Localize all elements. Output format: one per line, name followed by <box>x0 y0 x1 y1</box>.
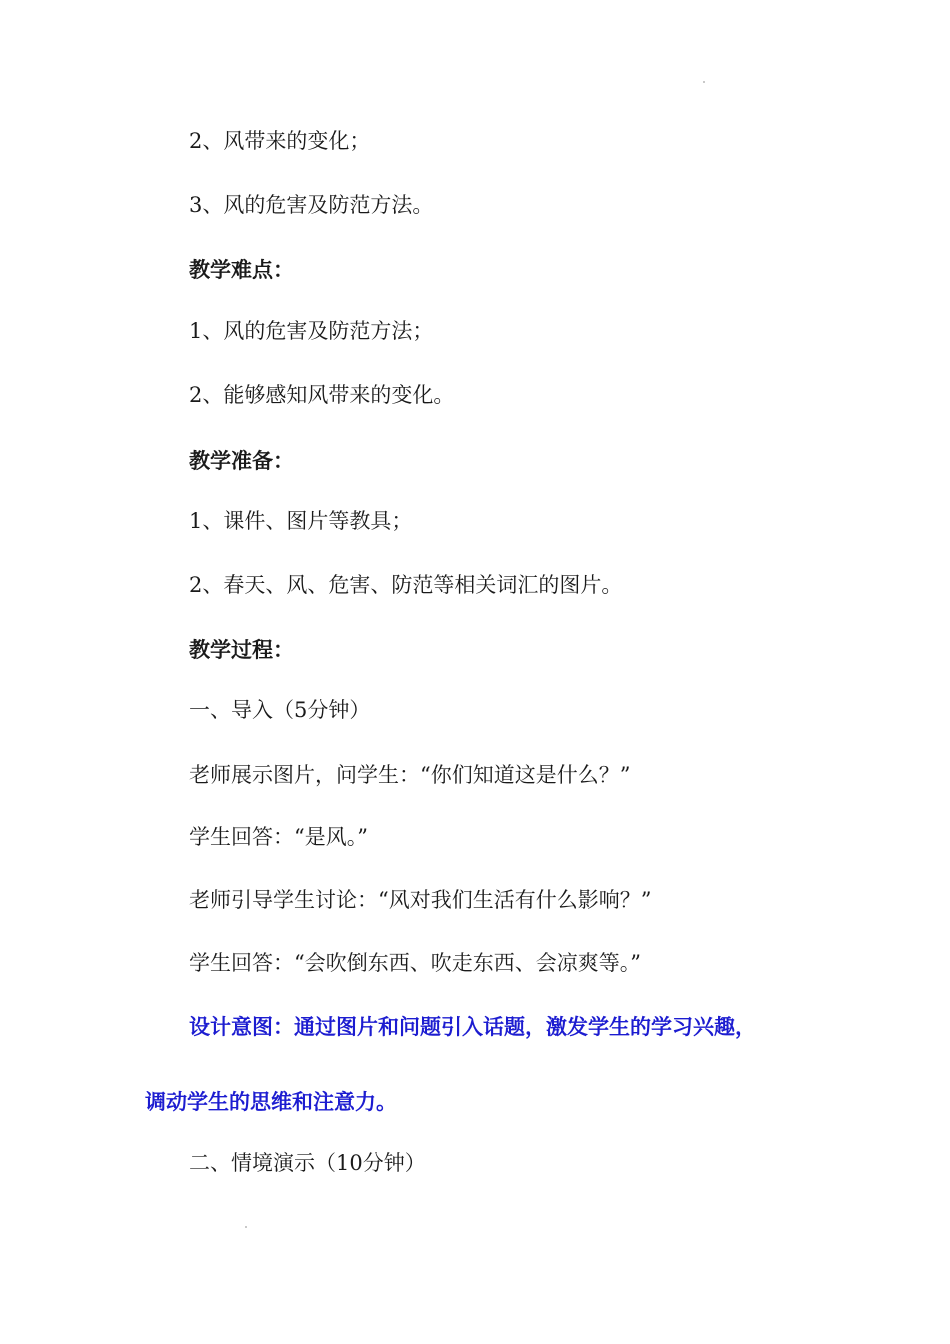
difficulty-item-1: 1、风的危害及防范方法； <box>189 319 434 343</box>
preparation-heading: 教学准备： <box>189 449 294 473</box>
section-1-title: 一、导入（5分钟） <box>189 698 371 722</box>
teacher-guides-line: 老师引导学生讨论：“风对我们生活有什么影响？” <box>189 888 652 912</box>
corner-mark-bottom <box>245 1226 247 1228</box>
key-point-2: 2、风带来的变化； <box>189 129 371 153</box>
difficulty-item-2: 2、能够感知风带来的变化。 <box>189 383 455 407</box>
preparation-item-1: 1、课件、图片等教具； <box>189 509 413 533</box>
key-point-3: 3、风的危害及防范方法。 <box>189 193 434 217</box>
design-intent-line-1: 设计意图：通过图片和问题引入话题，激发学生的学习兴趣， <box>189 1015 756 1039</box>
student-answer-1: 学生回答：“是风。” <box>189 825 368 849</box>
difficulty-heading: 教学难点： <box>189 258 294 282</box>
student-answer-2: 学生回答：“会吹倒东西、吹走东西、会凉爽等。” <box>189 951 641 975</box>
teacher-shows-line: 老师展示图片，问学生：“你们知道这是什么？” <box>189 763 631 787</box>
process-heading: 教学过程： <box>189 638 294 662</box>
preparation-item-2: 2、春天、风、危害、防范等相关词汇的图片。 <box>189 573 623 597</box>
design-intent-line-2: 调动学生的思维和注意力。 <box>145 1090 397 1114</box>
corner-mark-top <box>703 81 705 83</box>
section-2-title: 二、情境演示（10分钟） <box>189 1151 426 1175</box>
